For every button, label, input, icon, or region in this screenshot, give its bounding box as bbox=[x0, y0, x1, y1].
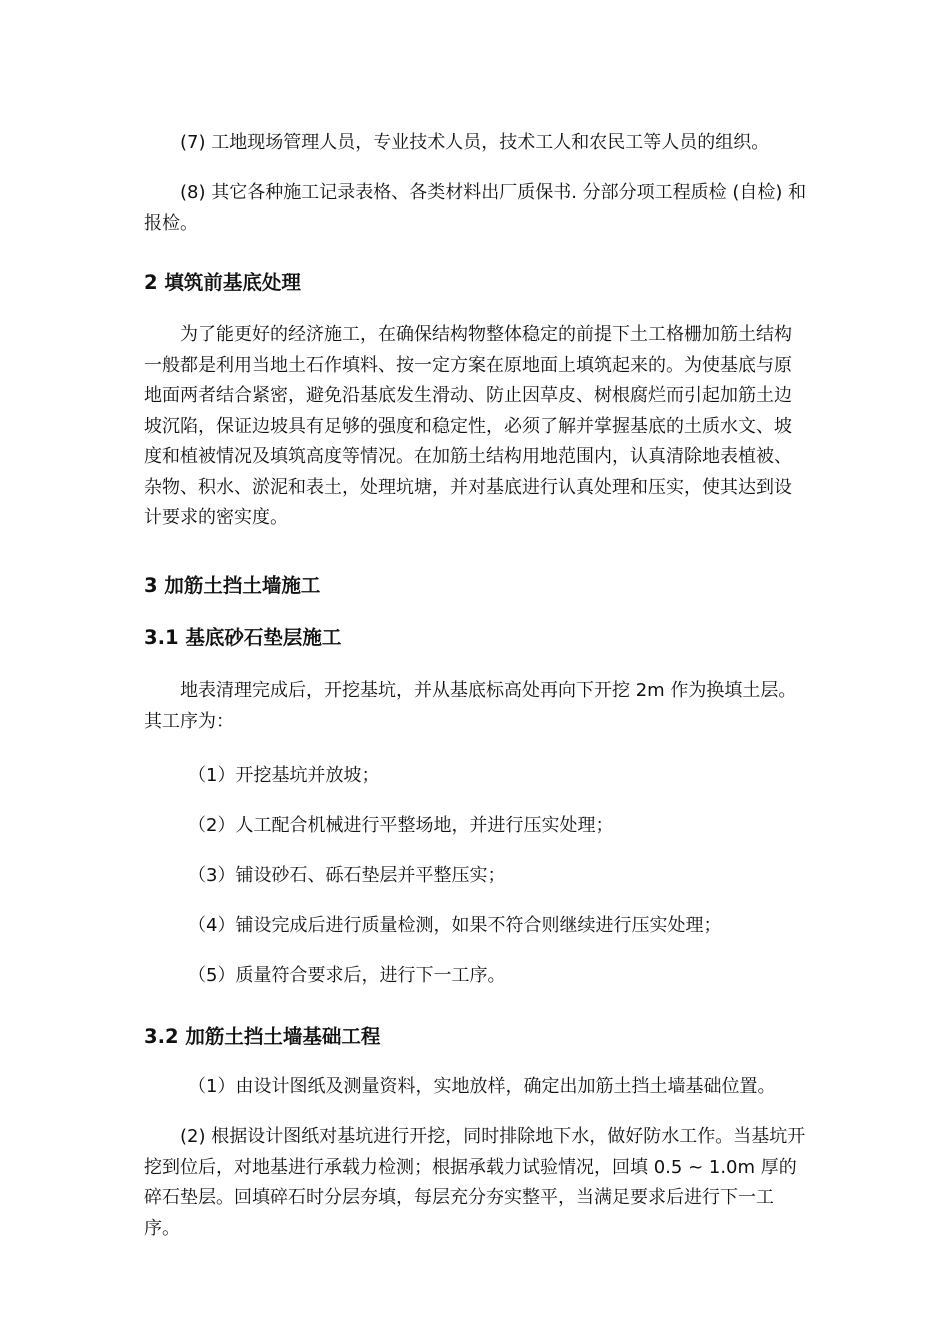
paragraph-base-treatment: 为了能更好的经济施工，在确保结构物整体稳定的前提下土工格栅加筋土结构一般都是利用当地土石作填料、按一定方案在原地面上填筑起来的。为使基底与原地面两者结合紧密，避免沿基底发生滑动、防止因草皮、树根腐烂而引起加筋土边坡沉陷，保证边坡具有足够的强度和稳定性，必须了解并掌握基底的土质水文、坡度和植被情况及填筑高度等情况。在加筋土结构用地范围内，认真清除地表植被、杂物、积水、淤泥和表土，处理坑塘，并对基底进行认真处理和压实，使其达到设计要求的密实度。 bbox=[144, 324, 792, 528]
paragraph-3-2-item-2: (2) 根据设计图纸对基坑进行开挖，同时排除地下水，做好防水工作。当基坑开挖到位后，对地基进行承载力检测；根据承载力试验情况，回填 0.5 ~ 1.0m 厚的碎石垫层。回填碎石时分层夯填，每层充分夯实整平，当满足要求后进行下一工序。 bbox=[144, 1126, 806, 1239]
paragraph-3-2-item-1: （1）由设计图纸及测量资料，实地放样，确定出加筋土挡土墙基础位置。 bbox=[188, 1076, 776, 1097]
paragraph-item-7: (7) 工地现场管理人员，专业技术人员，技术工人和农民工等人员的组织。 bbox=[180, 132, 770, 153]
list-item-step-4: （4）铺设完成后进行质量检测，如果不符合则继续进行压实处理； bbox=[188, 915, 722, 936]
list-item-step-3: （3）铺设砂石、砾石垫层并平整压实； bbox=[188, 865, 506, 886]
section-heading-3-2: 3.2 加筋土挡土墙基础工程 bbox=[144, 1025, 381, 1048]
paragraph-3-1: 地表清理完成后，开挖基坑，并从基底标高处再向下开挖 2m 作为换填土层。其工序为： bbox=[144, 680, 797, 732]
section-heading-2: 2 填筑前基底处理 bbox=[144, 271, 301, 294]
list-item-step-2: （2）人工配合机械进行平整场地，并进行压实处理； bbox=[188, 815, 614, 836]
section-heading-3: 3 加筋土挡土墙施工 bbox=[144, 574, 321, 597]
list-item-step-5: （5）质量符合要求后，进行下一工序。 bbox=[188, 965, 506, 986]
list-item-step-1: （1）开挖基坑并放坡； bbox=[188, 765, 380, 786]
section-heading-3-1: 3.1 基底砂石垫层施工 bbox=[144, 626, 342, 649]
paragraph-item-8: (8) 其它各种施工记录表格、各类材料出厂质保书. 分部分项工程质检 (自检) 和报检。 bbox=[144, 182, 807, 234]
